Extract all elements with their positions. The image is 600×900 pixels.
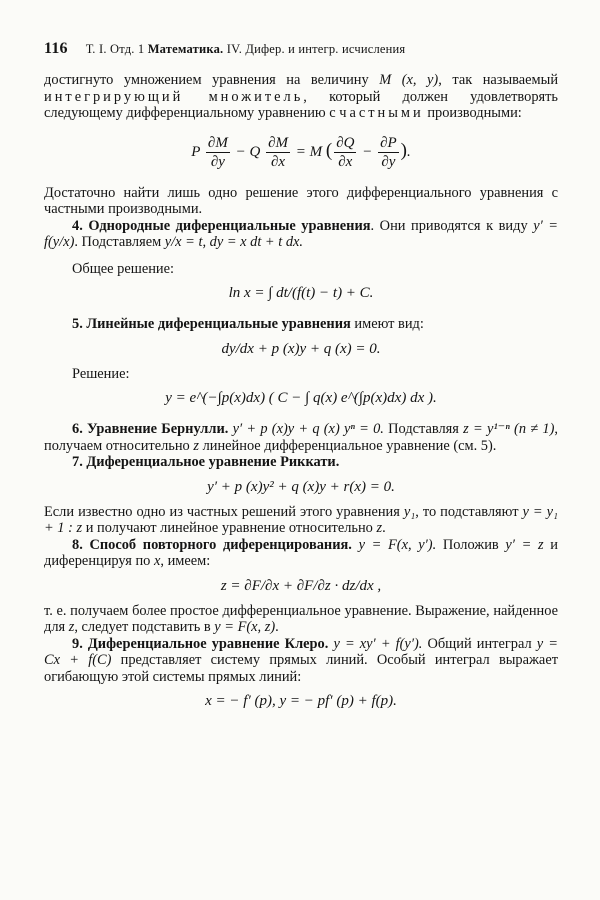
section-8: 8. Способ повторного диференцирования. y = F(x, y′). Положив y′ = z и диференцируя по x, имеем: [44,536,558,569]
s5-solution: y = e^(−∫p(x)dx) ( C − ∫ q(x) e^(∫p(x)dx) dx ). [165,390,437,406]
s5-equation: dy/dx + p (x)y + q (x) = 0. [221,340,381,357]
page-number: 116 [44,40,68,57]
page [44,40,558,718]
section-9: 9. Диференциальное уравнение Клеро. y = xy′ + f(y′). Общий интеграл y = Cx + f(C) представляет систему прямых линий. Особый интеграл выражает огибающую этой системы прямых линий: [44,635,558,685]
s7-text: Если известно одно из частных решений этого уравнения y₁, то подставляют y = y₁ + 1 : z и получают линейное уравнение относительно z. [44,503,559,536]
s4-subst: y/x = t, dy = x dt + t dx. [164,234,304,250]
s7-equation: y′ + p (x)y² + q (x)y + r(x) = 0. [207,478,395,495]
note-partial: Достаточно найти лишь одно решение этого дифференциального уравнения с частными производными. [44,184,558,217]
intro-paragraph: достигнуто умножением уравнения на величину M (x, y), так называемый интегрирующий множитель, который должен удовлетворять следующему дифференциальному уравнению с частными производными: [44,72,559,121]
formula-integrating-factor: P $\frac{\partial M}{\partial y}$ − Q $\frac{\partial M}{\partial x}$ = M ( $\frac{\partial Q}{\partial x}$ − $\frac{\partial P}{\partial y}$ ). [191,134,411,170]
s9-singular: x = − f′ (p), y = − pf′ (p) + f(p). [205,693,397,709]
s8-text: т. е. получаем более простое дифференциальное уравнение. Выражение, найденное для z, следует подставить в y = F(x, z). [44,602,558,635]
s5-solution-label: Решение: [72,365,130,382]
section-4: 4. Однородные диференциальные уравнения. Они приводятся к виду y′ = f(y/x). Подставляем y/x = t, dy = x dt + t dx. [44,217,559,250]
running-header [44,40,558,58]
s4-general-label: Общее решение: [72,260,175,277]
section-6: 6. Уравнение Бернулли. y′ + p (x)y + q (x) yⁿ = 0. Подставляя z = y¹⁻ⁿ (n ≠ 1), получаем относительно z линейное дифференциальное уравнение (см. 5). [44,421,558,454]
header-text: Т. I. Отд. 1 Математика. IV. Дифер. и интегр. исчисления [85,42,406,56]
section-5: 5. Линейные диференциальные уравнения имеют вид: [72,316,424,332]
section-7: 7. Диференциальное уравнение Риккати. [72,454,340,470]
s4-form: y′ = f(y/x) [44,217,559,250]
s8-equation: z = ∂F/∂x + ∂F/∂z · dz/dx , [220,577,382,594]
s4-solution: ln x = ∫ dt/(f(t) − t) + C. [228,285,374,301]
